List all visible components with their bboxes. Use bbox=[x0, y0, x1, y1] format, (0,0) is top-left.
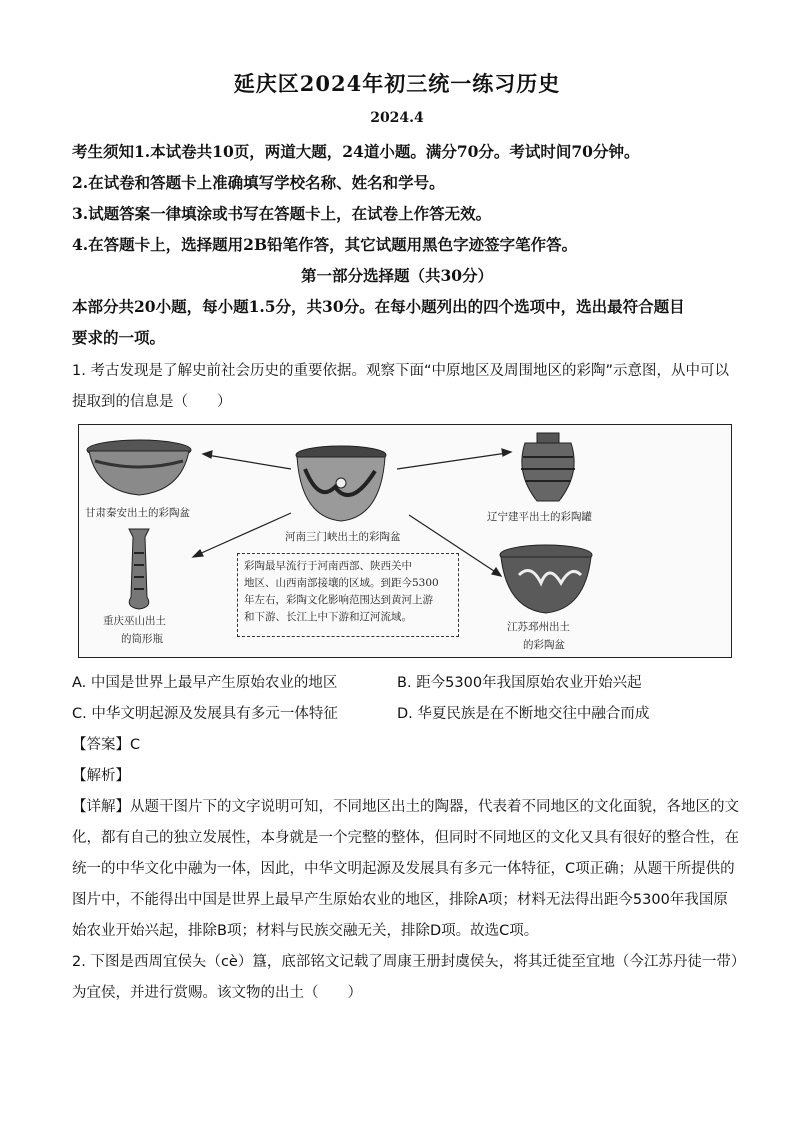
chongqing-bottle-icon bbox=[129, 529, 149, 609]
analysis-tag: 【解析】 bbox=[72, 768, 130, 784]
note-line-3: 年左右，彩陶文化影响范围达到黄河上游 bbox=[244, 594, 433, 606]
figure-note-box bbox=[237, 553, 459, 637]
pottery-map-figure bbox=[78, 424, 732, 658]
liaoning-jar-icon bbox=[521, 433, 575, 501]
note-line-4: 和下游、长江上中下游和辽河流域。 bbox=[244, 611, 412, 623]
detail-line-3: 统一的中华文化中融为一体，因此，中华文明起源及发展具有多元一体特征，C项正确；从题干所提供的 bbox=[72, 861, 735, 877]
detail-line-4: 图片中，不能得出中国是世界上最早产生原始农业的地区，排除A项；材料无法得出距今5300年我国原 bbox=[72, 892, 728, 908]
exam-date: 2024.4 bbox=[370, 110, 424, 126]
detail-line-5: 始农业开始兴起，排除B项；材料与民族交融无关，排除D项。故选C项。 bbox=[72, 923, 539, 939]
instruction-1: 考生须知1.本试卷共10页，两道大题，24道小题。满分70分。考试时间70分钟。 bbox=[72, 142, 640, 161]
caption-jiangsu-1: 江苏邳州出土 bbox=[507, 621, 570, 633]
instruction-4: 4.在答题卡上，选择题用2B铅笔作答，其它试题用黑色字迹签字笔作答。 bbox=[72, 235, 578, 254]
instruction-3: 3.试题答案一律填涂或书写在答题卡上，在试卷上作答无效。 bbox=[72, 204, 492, 223]
q2-stem-line-2: 为宜侯，并进行赏赐。该文物的出土（ ） bbox=[72, 985, 362, 1001]
caption-henan: 河南三门峡出土的彩陶盆 bbox=[285, 531, 401, 543]
note-line-2: 地区、山西南部接壤的区域。到距今5300 bbox=[244, 577, 439, 589]
gansu-basin-icon bbox=[87, 440, 191, 495]
exam-title: 延庆区2024年初三统一练习历史 bbox=[233, 71, 561, 96]
section-intro-line-1: 本部分共20小题，每小题1.5分，共30分。在每小题列出的四个选项中，选出最符合题目 bbox=[72, 297, 685, 316]
q1-stem-line-1: 1. 考古发现是了解史前社会历史的重要依据。观察下面“中原地区及周围地区的彩陶”示意图，从中可以 bbox=[72, 363, 729, 379]
q1-option-d: D. 华夏民族是在不断地交往中融合而成 bbox=[397, 706, 650, 722]
q1-stem-line-2: 提取到的信息是（ ） bbox=[72, 394, 232, 410]
answer-tag: 【答案】 bbox=[72, 737, 130, 753]
note-line-1: 彩陶最早流行于河南西部、陕西关中 bbox=[244, 560, 412, 572]
caption-chongqing-2: 的筒形瓶 bbox=[121, 633, 163, 645]
q1-option-a: A. 中国是世界上最早产生原始农业的地区 bbox=[72, 675, 338, 691]
answer-value: C bbox=[130, 737, 141, 753]
detail-line-1: 【详解】从题干图片下的文字说明可知，不同地区出土的陶器，代表着不同地区的文化面貌，各地区的文 bbox=[72, 799, 739, 815]
q2-stem-line-1: 2. 下图是西周宜侯夨（cè）簋，底部铭文记载了周康王册封虞侯夨，将其迁徙至宜地（今江苏丹徒一带） bbox=[72, 954, 746, 970]
caption-liaoning: 辽宁建平出土的彩陶罐 bbox=[487, 511, 592, 523]
q1-option-c: C. 中华文明起源及发展具有多元一体特征 bbox=[72, 706, 338, 722]
instruction-2: 2.在试卷和答题卡上准确填写学校名称、姓名和学号。 bbox=[72, 173, 445, 192]
q1-option-b: B. 距今5300年我国原始农业开始兴起 bbox=[397, 675, 642, 691]
section-intro-line-2: 要求的一项。 bbox=[72, 328, 166, 347]
caption-gansu: 甘肃秦安出土的彩陶盆 bbox=[85, 507, 190, 519]
henan-basin-icon bbox=[296, 446, 386, 521]
detail-line-2: 化，都有自己的独立发展性，本身就是一个完整的整体，但同时不同地区的文化又具有很好的整合性，在 bbox=[72, 830, 739, 846]
arrow-to-gansu bbox=[207, 455, 291, 469]
section-heading: 第一部分选择题（共30分） bbox=[300, 266, 494, 285]
jiangsu-basin-icon bbox=[500, 545, 592, 613]
caption-jiangsu-2: 的彩陶盆 bbox=[523, 639, 565, 651]
caption-chongqing-1: 重庆巫山出土 bbox=[103, 615, 166, 627]
q1-answer-line bbox=[72, 733, 140, 754]
